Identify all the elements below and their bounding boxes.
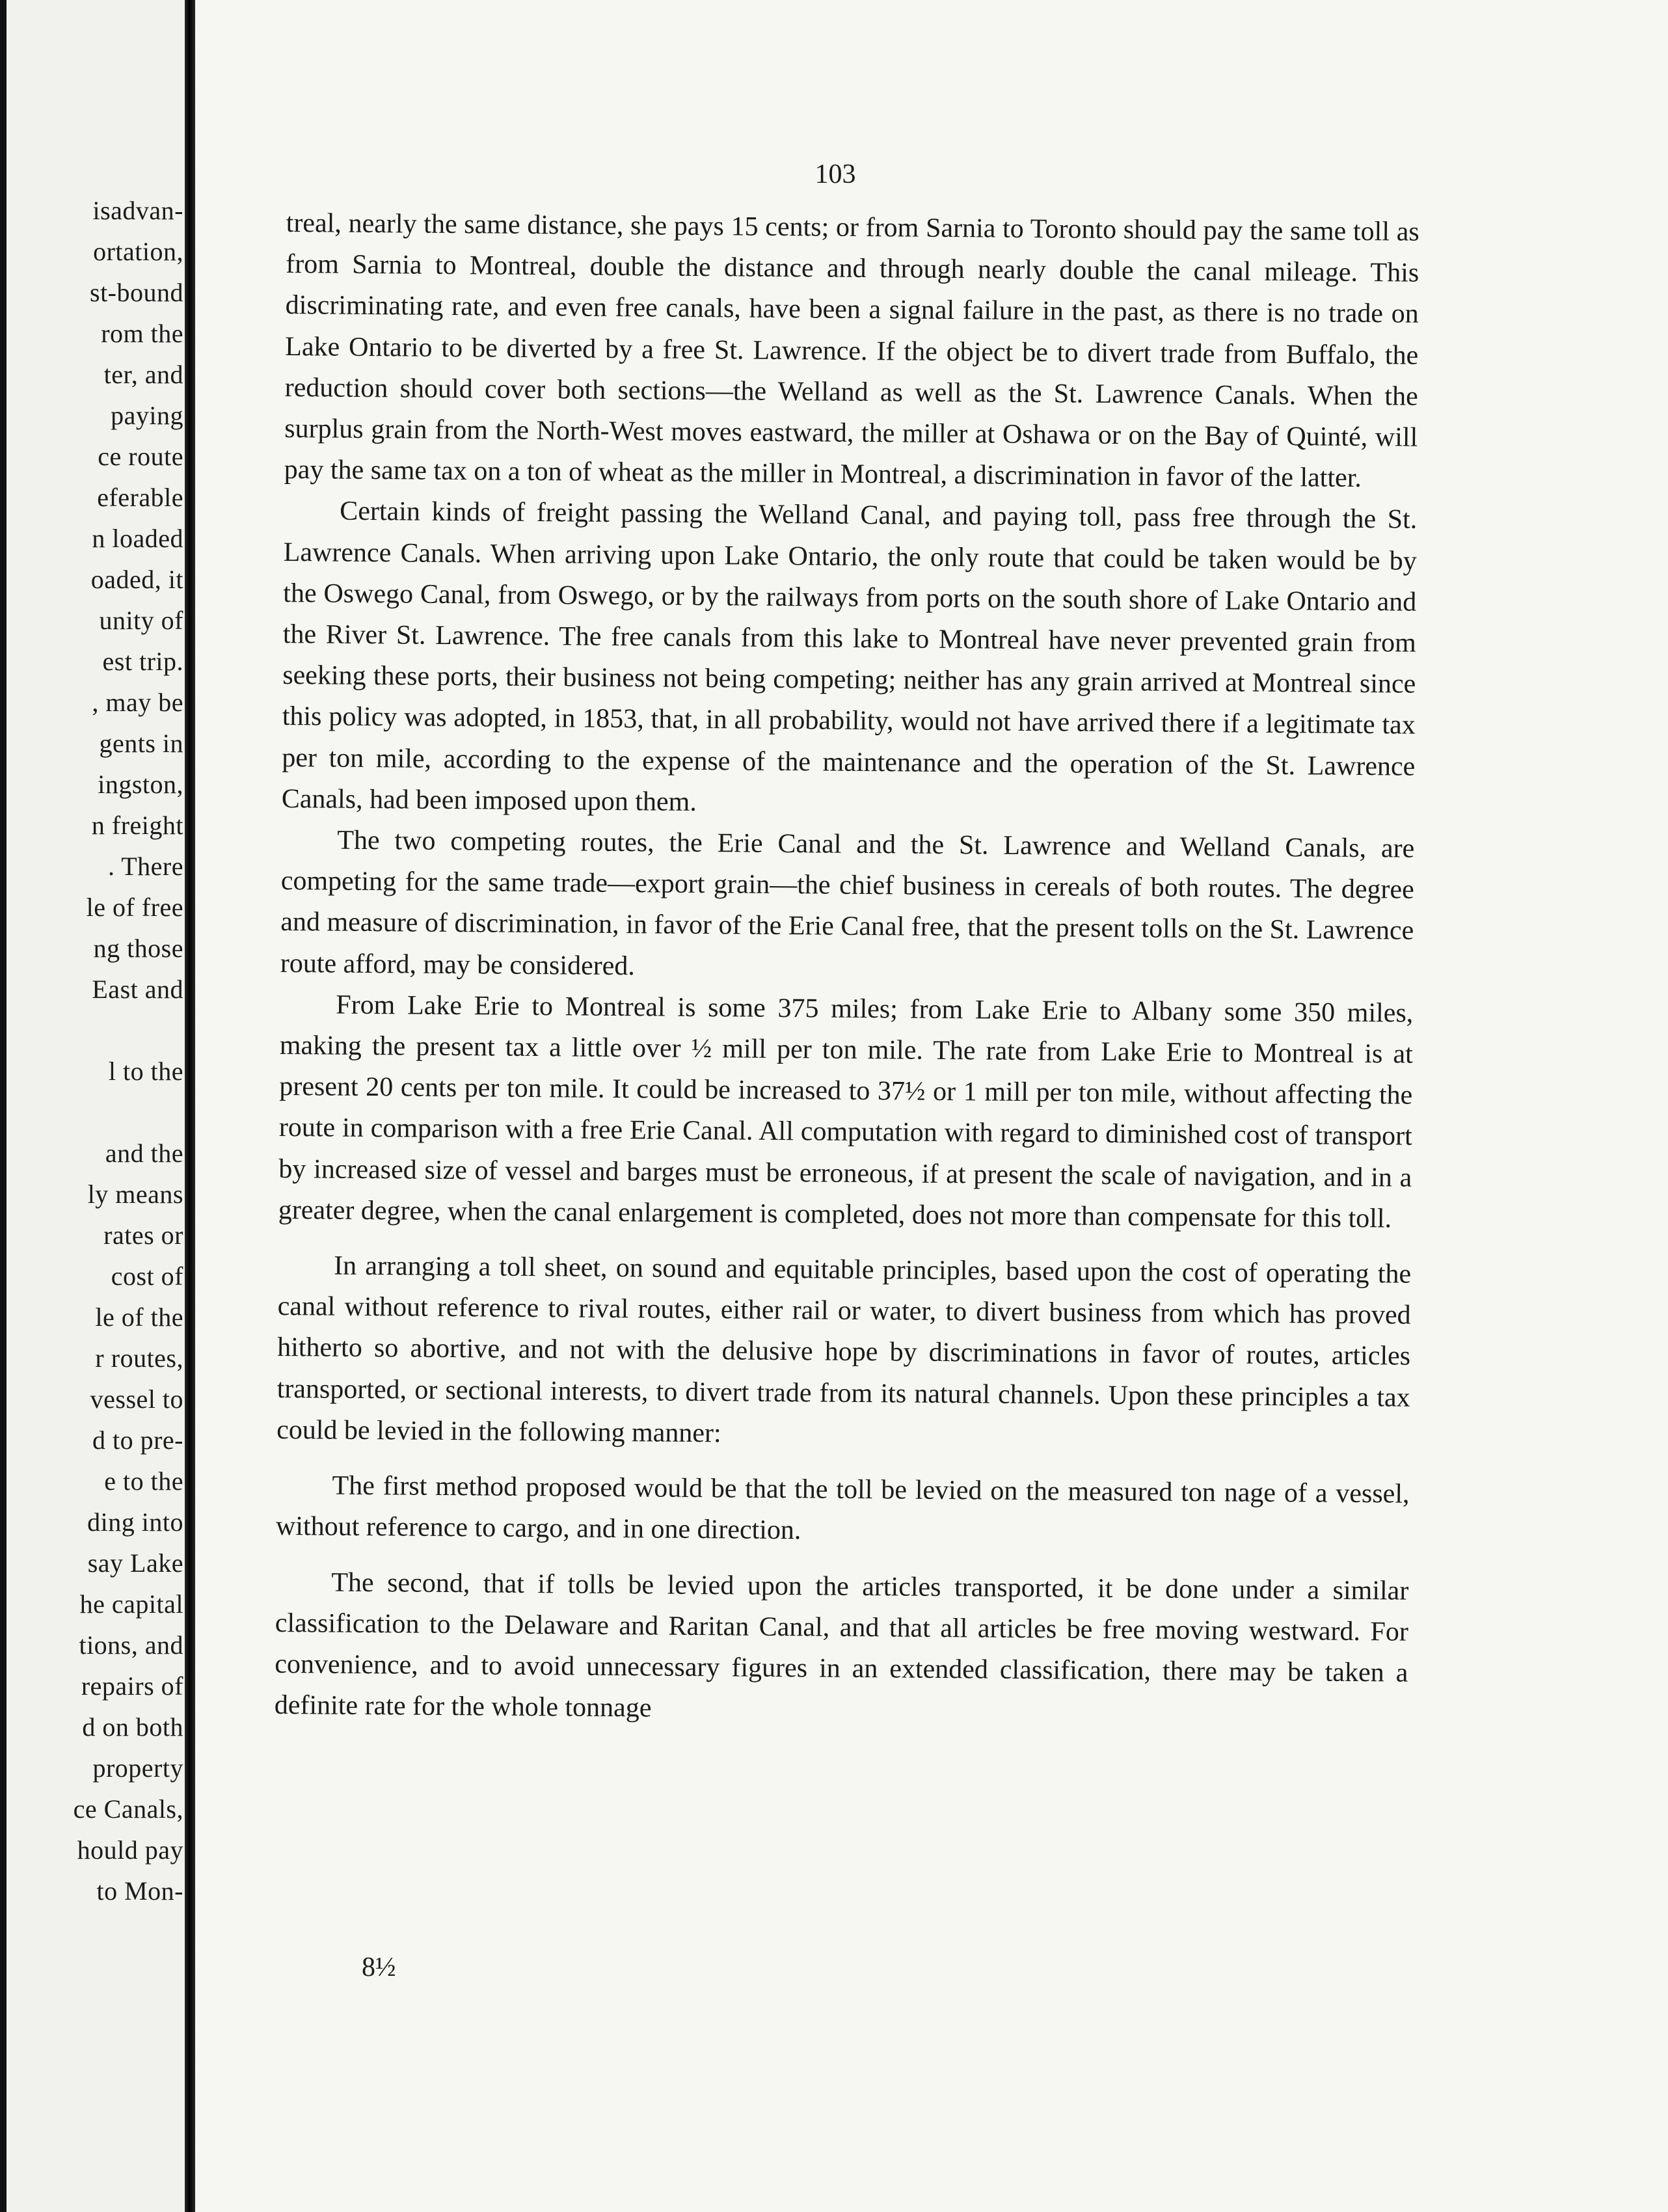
left-page-line: ingston, xyxy=(98,770,183,799)
left-page-line-fragments xyxy=(7,190,183,1911)
left-page-line: and the xyxy=(105,1139,183,1168)
left-page-line: le of free xyxy=(86,893,183,922)
left-page-line: unity of xyxy=(99,606,183,635)
left-page-line: rates or xyxy=(103,1221,183,1250)
paragraph: The first method proposed would be that the toll be levied on the measured ton nage of a vessel, without reference to cargo, and in one direction. xyxy=(275,1470,1410,1546)
left-page-line xyxy=(7,1010,183,1051)
body-text xyxy=(275,203,1419,1735)
left-page-line: ortation, xyxy=(93,237,183,266)
left-page-line: he capital xyxy=(79,1589,183,1619)
left-page-line: rom the xyxy=(101,319,183,348)
left-page-line: e to the xyxy=(104,1466,183,1496)
paragraph: The second, that if tolls be levied upon the articles transported, it be done under a similar classification to the Delaware and Raritan Canal, and that all articles be free moving westward. For convenience, and to avoid unnecessary figures in an extended classification, there may be taken a definite rate for the whole tonnage xyxy=(274,1567,1409,1723)
left-page-line: eferable xyxy=(97,483,183,512)
left-page-line: r routes, xyxy=(95,1343,183,1373)
left-page-line: ng those xyxy=(93,934,183,963)
left-page-line: East and xyxy=(92,975,183,1004)
left-page-line: . There xyxy=(107,852,183,881)
left-page-line: , may be xyxy=(92,688,183,717)
left-page-line: tions, and xyxy=(79,1630,183,1660)
paragraph: Certain kinds of freight passing the Welland Canal, and paying toll, pass free through the St. Lawrence Canals. When arriving upon Lake Ontario, the only route that could be taken would be by the Oswego Canal, from Oswego, or by the railways from ports on the south shore of Lake Ontario and the River St. Lawrence. The free canals from this lake to Montreal have never prevented grain from seeking these ports, their business not being competing; neither has any grain arrived at Montreal since this policy was adopted, in 1853, that, in all probability, would not have arrived there if a legitimate tax per ton mile, according to the expense of the maintenance and the operation of the St. Lawrence Canals, had been imposed upon them. xyxy=(281,496,1418,817)
left-page-line: n freight xyxy=(91,811,183,840)
left-page-line: ding into xyxy=(87,1507,183,1537)
left-page-line: l to the xyxy=(108,1057,183,1086)
left-page-line: st-bound xyxy=(90,278,183,307)
left-page-line: vessel to xyxy=(90,1384,183,1414)
signature-mark: 8½ xyxy=(362,1952,396,1982)
paragraph: treal, nearly the same distance, she pays 15 cents; or from Sarnia to Toronto should pay the same toll as from Sarnia to Montreal, double the distance and through nearly double the canal mileage. This discriminating rate, and even free canals, have been a signal failure in the past, as there is no trade on Lake Ontario to be diverted by a free St. Lawrence. If the object be to divert trade from Buffalo, the reduction should cover both sections—the Welland as well as the St. Lawrence Canals. When the surplus grain from the North-West moves eastward, the miller at Oshawa or on the Bay of Quinté, will pay the same tax on a ton of wheat as the miller in Montreal, a discrimination in favor of the latter. xyxy=(284,208,1419,494)
left-page-line: cost of xyxy=(111,1261,183,1291)
scan-border xyxy=(0,0,7,2212)
left-page-line: paying xyxy=(111,401,183,430)
left-page-line: ce route xyxy=(98,442,183,471)
left-page-line: property xyxy=(92,1753,183,1783)
left-page-line: oaded, it xyxy=(90,565,183,594)
paragraph: In arranging a toll sheet, on sound and equitable principles, based upon the cost of operating the canal without reference to rival routes, either rail or water, to divert business from which has proved hitherto so abortive, and not with the delusive hope by discriminations in favor of routes, articles transported, or sectional interests, to divert trade from its natural channels. Upon these principles a tax could be levied in the following manner: xyxy=(276,1250,1412,1449)
left-page-line: d to pre- xyxy=(92,1425,183,1455)
paragraph: From Lake Erie to Montreal is some 375 miles; from Lake Erie to Albany some 350 miles, making the present tax a little over ½ mill per ton mile. The rate from Lake Erie to Montreal is at present 20 cents per ton mile. It could be increased to 37½ or 1 mill per ton mile, without affecting the route in comparison with a free Erie Canal. All computation with regard to diminished cost of transport by increased size of vessel and barges must be erroneous, if at present the scale of navigation, and in a greater degree, when the canal enlargement is completed, does not more than compensate for this toll. xyxy=(278,990,1414,1234)
left-page-line: le of the xyxy=(95,1302,183,1332)
book-gutter xyxy=(185,0,195,2212)
page-number: 103 xyxy=(814,159,856,189)
left-page-line xyxy=(7,1092,183,1133)
paragraph: The two competing routes, the Erie Canal and the St. Lawrence and Welland Canals, are competing for the same trade—export grain—the chief business in cereals of both routes. The degree and measure of discrimination, in favor of the Erie Canal free, that the present tolls on the St. Lawrence route afford, may be considered. xyxy=(280,825,1415,981)
left-page-line: isadvan- xyxy=(92,196,183,225)
left-page-line: say Lake xyxy=(87,1548,183,1578)
left-page-line: d on both xyxy=(82,1712,183,1742)
left-page-line: hould pay xyxy=(77,1835,183,1865)
left-page-fragment xyxy=(7,0,190,2212)
left-page-line: gents in xyxy=(99,729,183,758)
left-page-line: repairs of xyxy=(81,1671,183,1701)
left-page-line: n loaded xyxy=(92,524,183,553)
left-page-line: ter, and xyxy=(103,360,183,389)
left-page-line: est trip. xyxy=(102,647,183,676)
left-page-line: ly means xyxy=(87,1180,183,1209)
left-page-line: ce Canals, xyxy=(73,1794,183,1824)
left-page-line: to Mon- xyxy=(96,1876,183,1906)
